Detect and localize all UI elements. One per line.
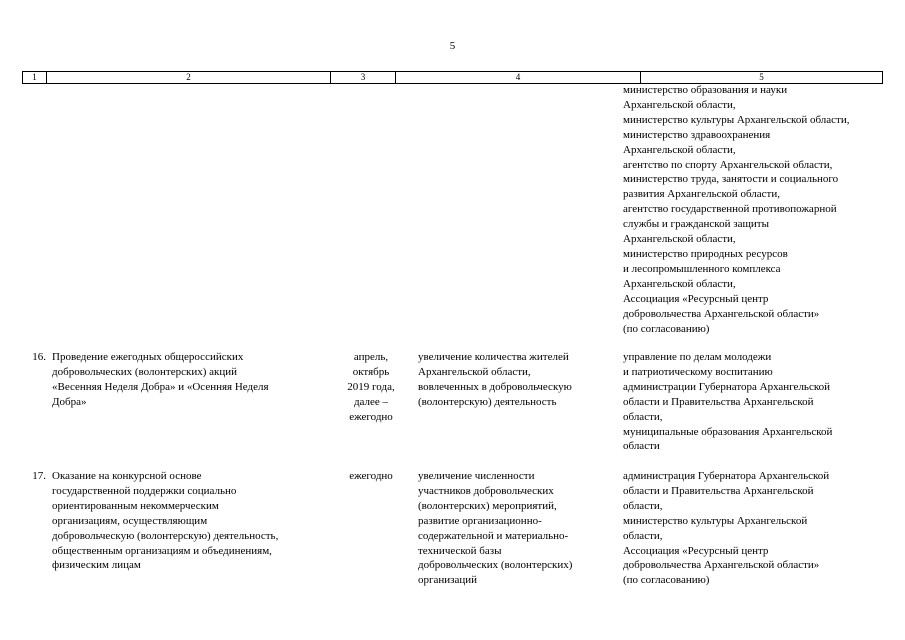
- activity-cell: Проведение ежегодных общероссийских добровольческих (волонтерских) акций «Весенняя Неделя Добра» и «Осенняя Неделя Добра»: [52, 351, 269, 408]
- row-number: 17.: [32, 470, 46, 482]
- column-number-1: 1: [23, 72, 47, 84]
- column-number-3: 3: [331, 72, 396, 84]
- result-cell: увеличение численности участников добровольческих (волонтерских) мероприятий, развитие организационно- содержательной и материально- технической базы добровольческих (волонтерских) организаций: [418, 470, 573, 587]
- column-number-4: 4: [396, 72, 641, 84]
- row-number: 16.: [32, 351, 46, 363]
- responsible-cell: администрация Губернатора Архангельской области и Правительства Архангельской области, министерство культуры Архангельской области, Ассоциация «Ресурсный центр добровольчества Архангельской области» (по согласованию): [623, 470, 830, 587]
- column-number-row: [23, 72, 883, 84]
- activity-cell: Оказание на конкурсной основе государственной поддержки социально ориентированным некоммерческим организациям, осуществляющим добровольческую (волонтерскую) деятельность, общественным организациям и объединениям, физическим лицам: [52, 470, 279, 572]
- column-number-5: 5: [641, 72, 883, 84]
- column-number-2: 2: [47, 72, 331, 84]
- period-cell: ежегодно: [349, 470, 393, 482]
- result-cell: увеличение количества жителей Архангельской области, вовлеченных в добровольческую (волонтерскую) деятельность: [418, 351, 572, 408]
- period-cell: апрель, октябрь 2019 года, далее – ежегодно: [347, 351, 395, 423]
- continuation-responsible-cell: министерство образования и науки Архангельской области, министерство культуры Архангельской области, министерство здравоохранения Архангельской области, агентство по спорту Архангельской области, министерство труда, занятости и социального развития Архангельской области, агентство государственной противопожарной службы и гражданской защиты Архангельской области, министерство природных ресурсов и лесопромышленного комплекса Архангельской области, Ассоциация «Ресурсный центр добровольчества Архангельской области» (по согласованию): [623, 84, 850, 335]
- responsible-cell: управление по делам молодежи и патриотическому воспитанию администрации Губернатора Архангельской области и Правительства Архангельской области, муниципальные образования Архангельской области: [623, 351, 833, 453]
- page-number: 5: [449, 40, 456, 52]
